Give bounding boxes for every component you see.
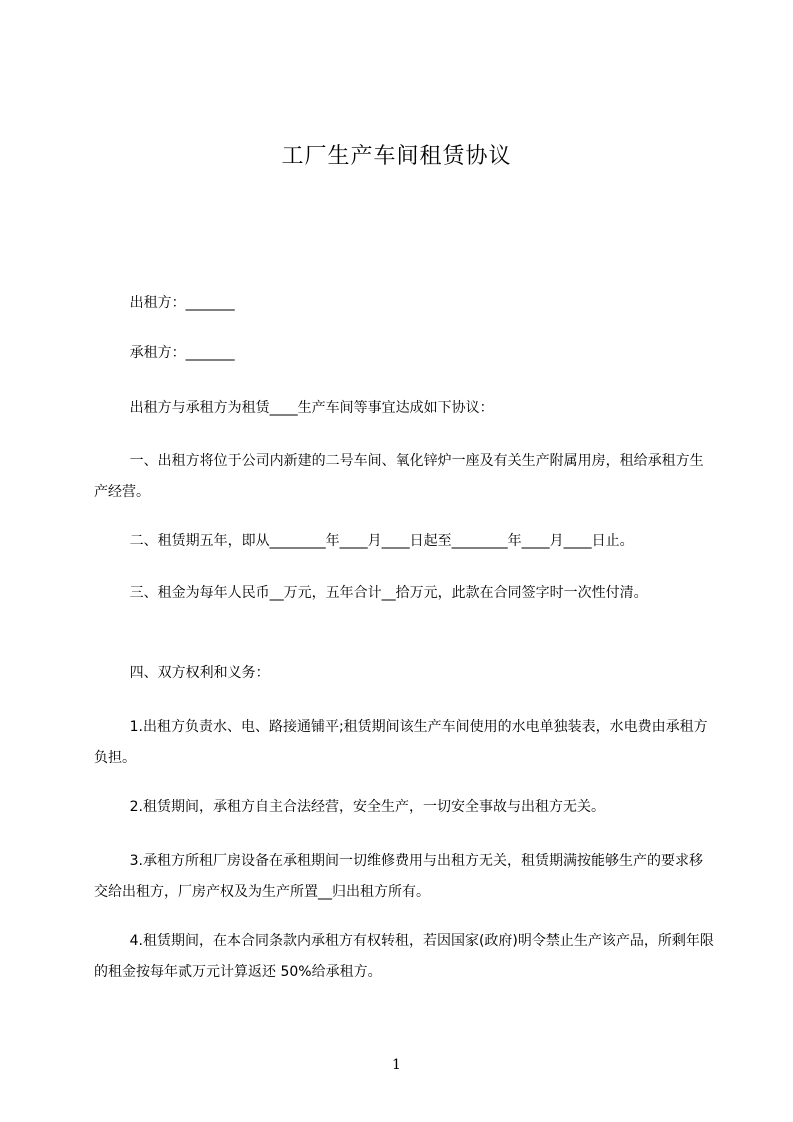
lessee-line: 承租方：_______ bbox=[94, 345, 235, 361]
clause-4-heading: 四、双方权利和义务： bbox=[94, 665, 270, 681]
clause-4-3: 3.承租方所租厂房设备在承租期间一切维修费用与出租方无关，租赁期满按能够生产的要求移交给出租方，厂房产权及为生产所置__归出租方所有。 bbox=[94, 853, 703, 900]
clause-4-2: 2.租赁期间，承租方自主合法经营，安全生产，一切安全事故与出租方无关。 bbox=[94, 799, 605, 815]
lessor-line: 出租方：_______ bbox=[94, 295, 235, 311]
clause-3: 三、租金为每年人民币__万元，五年合计__拾万元，此款在合同签字时一次性付清。 bbox=[94, 585, 648, 601]
page-number: 1 bbox=[392, 1057, 401, 1073]
clause-2: 二、租赁期五年，即从________年____月____日起至________年____月____日止。 bbox=[94, 533, 634, 549]
clause-4-4: 4.租赁期间，在本合同条款内承租方有权转租，若因国家(政府)明令禁止生产该产品，所剩年限的租金按每年贰万元计算返还 50%给承租方。 bbox=[94, 933, 714, 980]
preamble: 出租方与承租方为租赁____生产车间等事宜达成如下协议： bbox=[94, 400, 494, 416]
document-title: 工厂生产车间租赁协议 bbox=[281, 144, 512, 169]
clause-1: 一、出租方将位于公司内新建的二号车间、氧化锌炉一座及有关生产附属用房，租给承租方生产经营。 bbox=[94, 453, 704, 500]
clause-4-1: 1.出租方负责水、电、路接通铺平;租赁期间该生产车间使用的水电单独装表，水电费由承租方负担。 bbox=[94, 719, 708, 766]
